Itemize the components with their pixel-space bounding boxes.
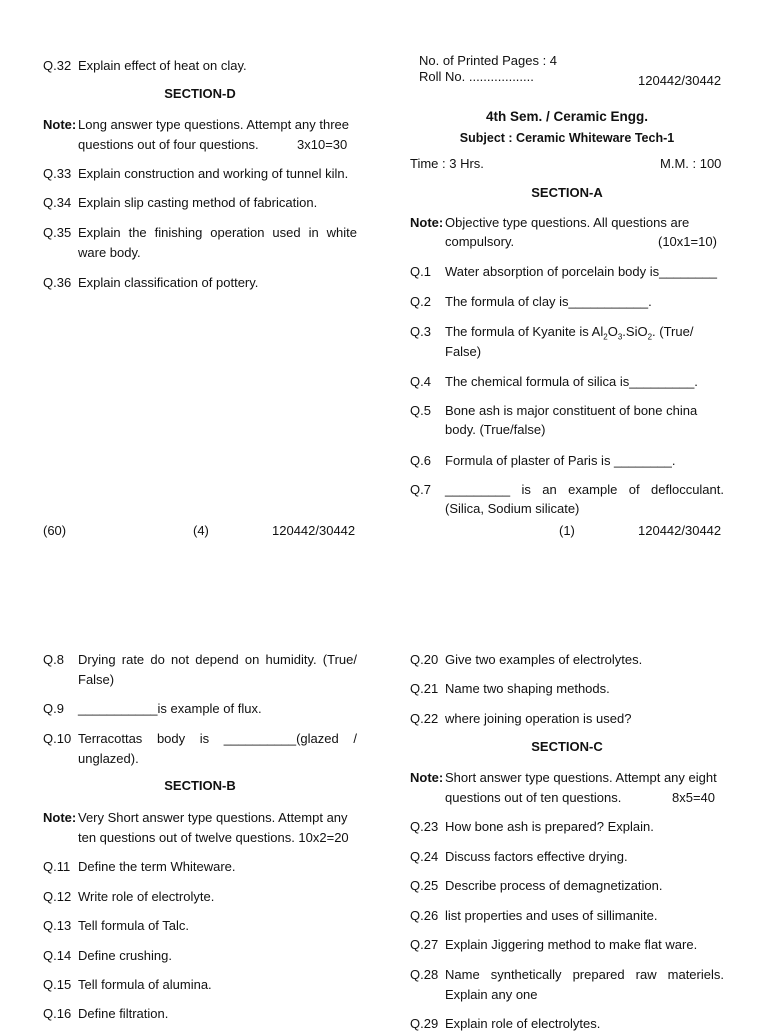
note-marks: 8x5=40: [672, 790, 716, 805]
section-b-title: SECTION-B: [164, 778, 236, 793]
question-text: Tell formula of Talc.: [78, 918, 190, 933]
footer-page-number: (1): [559, 523, 575, 538]
question-number: Q.10: [43, 731, 72, 746]
section-c-title: SECTION-C: [531, 739, 603, 754]
footer-code: 120442/30442: [272, 523, 356, 538]
question-text-2: False): [445, 344, 482, 359]
question-number: Q.26: [410, 908, 439, 923]
section-d-title: SECTION-D: [164, 86, 236, 101]
note-text-2: questions out of ten questions.: [445, 790, 622, 805]
kyanite-text: .SiO: [622, 324, 648, 339]
question-number: Q.8: [43, 652, 64, 667]
question-number: Q.11: [43, 859, 71, 874]
question-text-2: body. (True/false): [445, 422, 546, 437]
question-text: Write role of electrolyte.: [78, 889, 215, 904]
question-number: Q.1: [410, 264, 431, 279]
question-number: Q.29: [410, 1016, 439, 1031]
max-marks: M.M. : 100: [660, 156, 722, 171]
question-text-2: ware body.: [78, 245, 141, 260]
note-text-2: ten questions out of twelve questions. 10x2=20: [78, 830, 349, 845]
subscript: 3: [617, 332, 623, 342]
question-text: Name two shaping methods.: [445, 681, 610, 696]
question-text: Drying rate do not depend on humidity. (True/: [78, 652, 357, 667]
question-number: Q.5: [410, 403, 431, 418]
note-text: Objective type questions. All questions are: [445, 215, 690, 230]
question-number: Q.22: [410, 711, 439, 726]
note-marks: 3x10=30: [297, 137, 348, 152]
footer-code: 120442/30442: [638, 523, 722, 538]
question-number: Q.13: [43, 918, 72, 933]
question-number: Q.14: [43, 948, 72, 963]
time-label: Time : 3 Hrs.: [410, 156, 484, 171]
question-number: Q.25: [410, 878, 439, 893]
note-marks: (10x1=10): [658, 234, 717, 249]
question-text: list properties and uses of sillimanite.: [445, 908, 658, 923]
question-number: Q.7: [410, 482, 431, 497]
question-text: Explain role of electrolytes.: [445, 1016, 601, 1031]
question-text: Bone ash is major constituent of bone china: [445, 403, 698, 418]
question-text: Formula of plaster of Paris is ________.: [445, 453, 676, 468]
note-text: Long answer type questions. Attempt any three: [78, 117, 350, 132]
question-number: Q.20: [410, 652, 439, 667]
subject-title: Subject : Ceramic Whiteware Tech-1: [459, 131, 675, 145]
question-text: Explain slip casting method of fabrication.: [78, 195, 318, 210]
note-text: Very Short answer type questions. Attempt any: [78, 810, 348, 825]
printed-pages: No. of Printed Pages : 4: [419, 53, 558, 68]
question-text: Explain construction and working of tunnel kiln.: [78, 166, 349, 181]
note-label: Note:: [43, 810, 77, 825]
question-number: Q.23: [410, 819, 439, 834]
question-number: Q.36: [43, 275, 72, 290]
question-number: Q.6: [410, 453, 431, 468]
question-text: Define crushing.: [78, 948, 172, 963]
note-label: Note:: [410, 770, 444, 785]
question-text-2: False): [78, 672, 115, 687]
roll-number: Roll No. ..................: [419, 69, 534, 84]
question-text: Explain classification of pottery.: [78, 275, 259, 290]
question-text: Water absorption of porcelain body is________: [445, 264, 717, 279]
question-number: Q.28: [410, 967, 439, 982]
question-number: Q.21: [410, 681, 439, 696]
question-text: ___________is example of flux.: [78, 701, 262, 716]
semester-title: 4th Sem. / Ceramic Engg.: [485, 109, 649, 124]
note-label: Note:: [43, 117, 77, 132]
footer-page-number: (4): [193, 523, 209, 538]
question-number: Q.9: [43, 701, 64, 716]
question-text: Discuss factors effective drying.: [445, 849, 628, 864]
question-number: Q.3: [410, 324, 431, 339]
kyanite-text: The formula of Kyanite is Al: [445, 324, 604, 339]
question-text: _________ is an example of deflocculant.: [445, 482, 724, 497]
question-text: The formula of clay is___________.: [445, 294, 652, 309]
question-text: Tell formula of alumina.: [78, 977, 212, 992]
question-number: Q.34: [43, 195, 72, 210]
question-number: Q.16: [43, 1006, 72, 1021]
question-number: Q.2: [410, 294, 431, 309]
kyanite-text: O: [607, 324, 618, 339]
question-number: Q.27: [410, 937, 439, 952]
question-text-2: (Silica, Sodium silicate): [445, 501, 580, 516]
question-text-2: unglazed).: [78, 751, 139, 766]
question-text: Define filtration.: [78, 1006, 169, 1021]
question-number: Q.15: [43, 977, 72, 992]
note-text-2: compulsory.: [445, 234, 515, 249]
kyanite-text: . (True/: [652, 324, 694, 339]
question-number: Q.24: [410, 849, 439, 864]
question-text: Explain Jiggering method to make flat ware.: [445, 937, 698, 952]
subscript: 2: [647, 332, 653, 342]
question-text: Give two examples of electrolytes.: [445, 652, 643, 667]
question-text: Explain the finishing operation used in white: [78, 225, 357, 240]
paper-code: 120442/30442: [638, 73, 722, 88]
question-text: where joining operation is used?: [445, 711, 632, 726]
question-text: [445, 322, 724, 347]
question-text: The chemical formula of silica is_________.: [445, 374, 698, 389]
question-number: Q.33: [43, 166, 72, 181]
question-number: Q.35: [43, 225, 72, 240]
question-text: How bone ash is prepared? Explain.: [445, 819, 654, 834]
question-number: Q.32: [43, 58, 72, 73]
question-text: Explain effect of heat on clay.: [78, 58, 247, 73]
question-number: Q.4: [410, 374, 431, 389]
question-text: Terracottas body is __________(glazed /: [78, 731, 357, 746]
question-text-2: Explain any one: [445, 987, 538, 1002]
note-text: Short answer type questions. Attempt any eight: [445, 770, 717, 785]
section-a-title: SECTION-A: [531, 185, 603, 200]
note-text-2: questions out of four questions.: [78, 137, 259, 152]
footer-count: (60): [43, 523, 67, 538]
question-text: Describe process of demagnetization.: [445, 878, 663, 893]
subscript: 2: [603, 332, 608, 342]
question-text: Define the term Whiteware.: [78, 859, 236, 874]
question-number: Q.12: [43, 889, 72, 904]
note-label: Note:: [410, 215, 444, 230]
question-text: Name synthetically prepared raw materiels.: [445, 967, 724, 982]
